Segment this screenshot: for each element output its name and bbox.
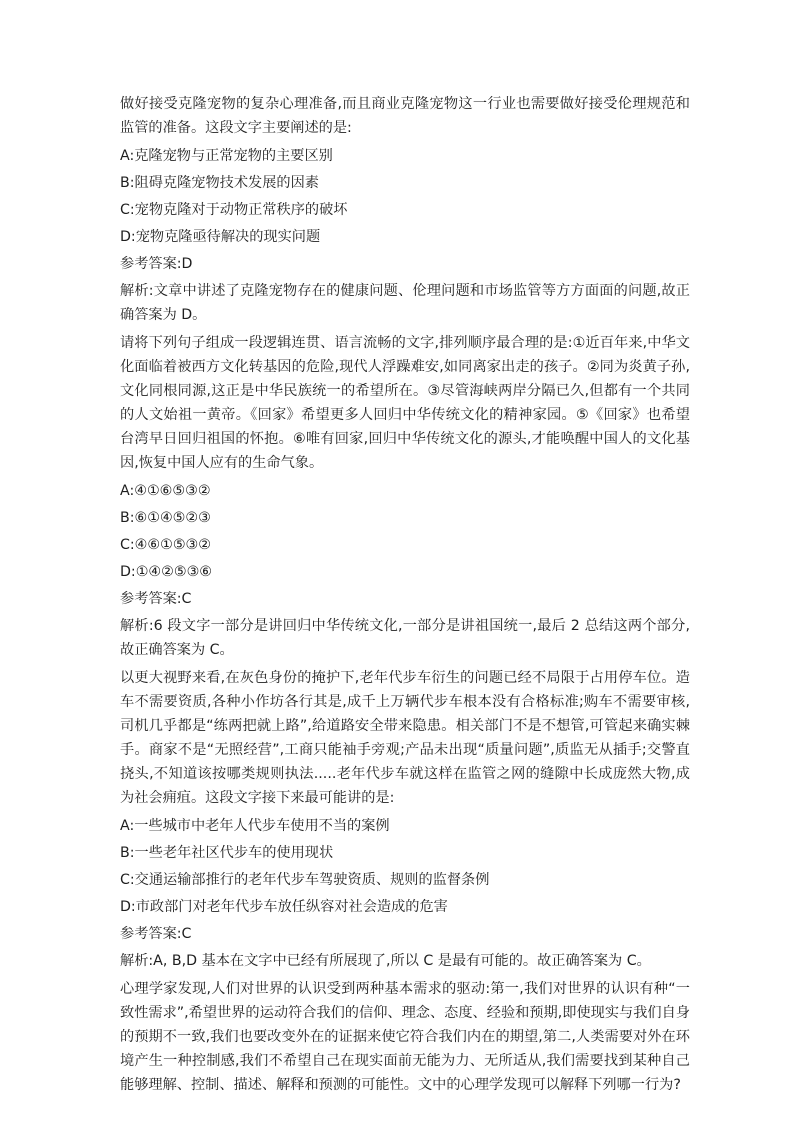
- option-c: C:宠物克隆对于动物正常秩序的破坏: [120, 202, 348, 218]
- option-a: A:克隆宠物与正常宠物的主要区别: [120, 148, 333, 164]
- reference-answer: 参考答案:C: [120, 591, 192, 607]
- option-d: D:宠物克隆亟待解决的现实问题: [120, 229, 321, 245]
- document-page: [120, 92, 690, 1101]
- reference-answer: 参考答案:D: [120, 256, 193, 272]
- option-b: B:阻碍克隆宠物技术发展的因素: [120, 175, 319, 191]
- option-c: C:交通运输部推行的老年代步车驾驶资质、规则的监督条例: [120, 872, 490, 888]
- question-stem-2: 请将下列句子组成一段逻辑连贯、语言流畅的文字,排列顺序最合理的是:①近百年来,中华文化面临着被西方文化转基因的危险,现代人浮躁难安,如同离家出走的孩子。②同为炎黄子孙,文化同根同源,这正是中华民族统一的希望所在。③尽管海峡两岸分隔已久,但都有一个共同的人文始祖一黄帝。《回家》希望更多人回归中华传统文化的精神家园。⑤《回家》也希望台湾早日回归祖国的怀抱。⑥唯有回家,回归中华传统文化的源头,才能唤醒中国人的文化基因,恢复中国人应有的生命气象。: [120, 335, 690, 471]
- reference-answer: 参考答案:C: [120, 926, 192, 942]
- question-stem-4: 心理学家发现,人们对世界的认识受到两种基本需求的驱动:第一,我们对世界的认识有种“一致性需求”,希望世界的运动符合我们的信仰、理念、态度、经验和预期,即使现实与我们自身的预期不一致,我们也要改变外在的证据来使它符合我们内在的期望,第二,人类需要对外在环境产生一种控制感,我们不希望自己在现实面前无能为力、无所适从,我们需要找到某种自己能够理解、控制、描述、解释和预测的可能性。文中的心理学发现可以解释下列哪一行为?: [120, 981, 690, 1093]
- option-d: D:①④②⑤③⑥: [120, 564, 213, 580]
- option-c: C:④⑥①⑤③②: [120, 537, 211, 553]
- option-b: B:一些老年社区代步车的使用现状: [120, 845, 334, 861]
- option-a: A:④①⑥⑤③②: [120, 483, 211, 499]
- explanation: 解析:6 段文字一部分是讲回归中华传统文化,一部分是讲祖国统一,最后 2 总结这两个部分,故正确答案为 C。: [120, 618, 690, 658]
- explanation: 解析:A, B,D 基本在文字中已经有所展现了,所以 C 是最有可能的。故正确答案为 C。: [120, 953, 651, 969]
- option-b: B:⑥①④⑤②③: [120, 510, 211, 526]
- explanation: 解析:文章中讲述了克隆宠物存在的健康问题、伦理问题和市场监管等方方面面的问题,故正确答案为 D。: [120, 283, 690, 323]
- question-stem-3: 以更大视野来看,在灰色身份的掩护下,老年代步车衍生的问题已经不局限于占用停车位。造车不需要资质,各种小作坊各行其是,成千上万辆代步车根本没有合格标准;购车不需要审核,司机几乎都是“练两把就上路”,给道路安全带来隐患。相关部门不是不想管,可管起来确实棘手。商家不是“无照经营”,工商只能袖手旁观;产品未出现“质量问题”,质监无从插手;交警直挠头,不知道该按哪类规则执法.....老年代步车就这样在监管之网的缝隙中长成庞然大物,成为社会痈疽。这段文字接下来最可能讲的是:: [120, 670, 690, 806]
- question-stem-1: 做好接受克隆宠物的复杂心理准备,而且商业克隆宠物这一行业也需要做好接受伦理规范和监管的准备。这段文字主要阐述的是:: [120, 96, 690, 136]
- option-a: A:一些城市中老年人代步车使用不当的案例: [120, 818, 390, 834]
- option-d: D:市政部门对老年代步车放任纵容对社会造成的危害: [120, 899, 448, 915]
